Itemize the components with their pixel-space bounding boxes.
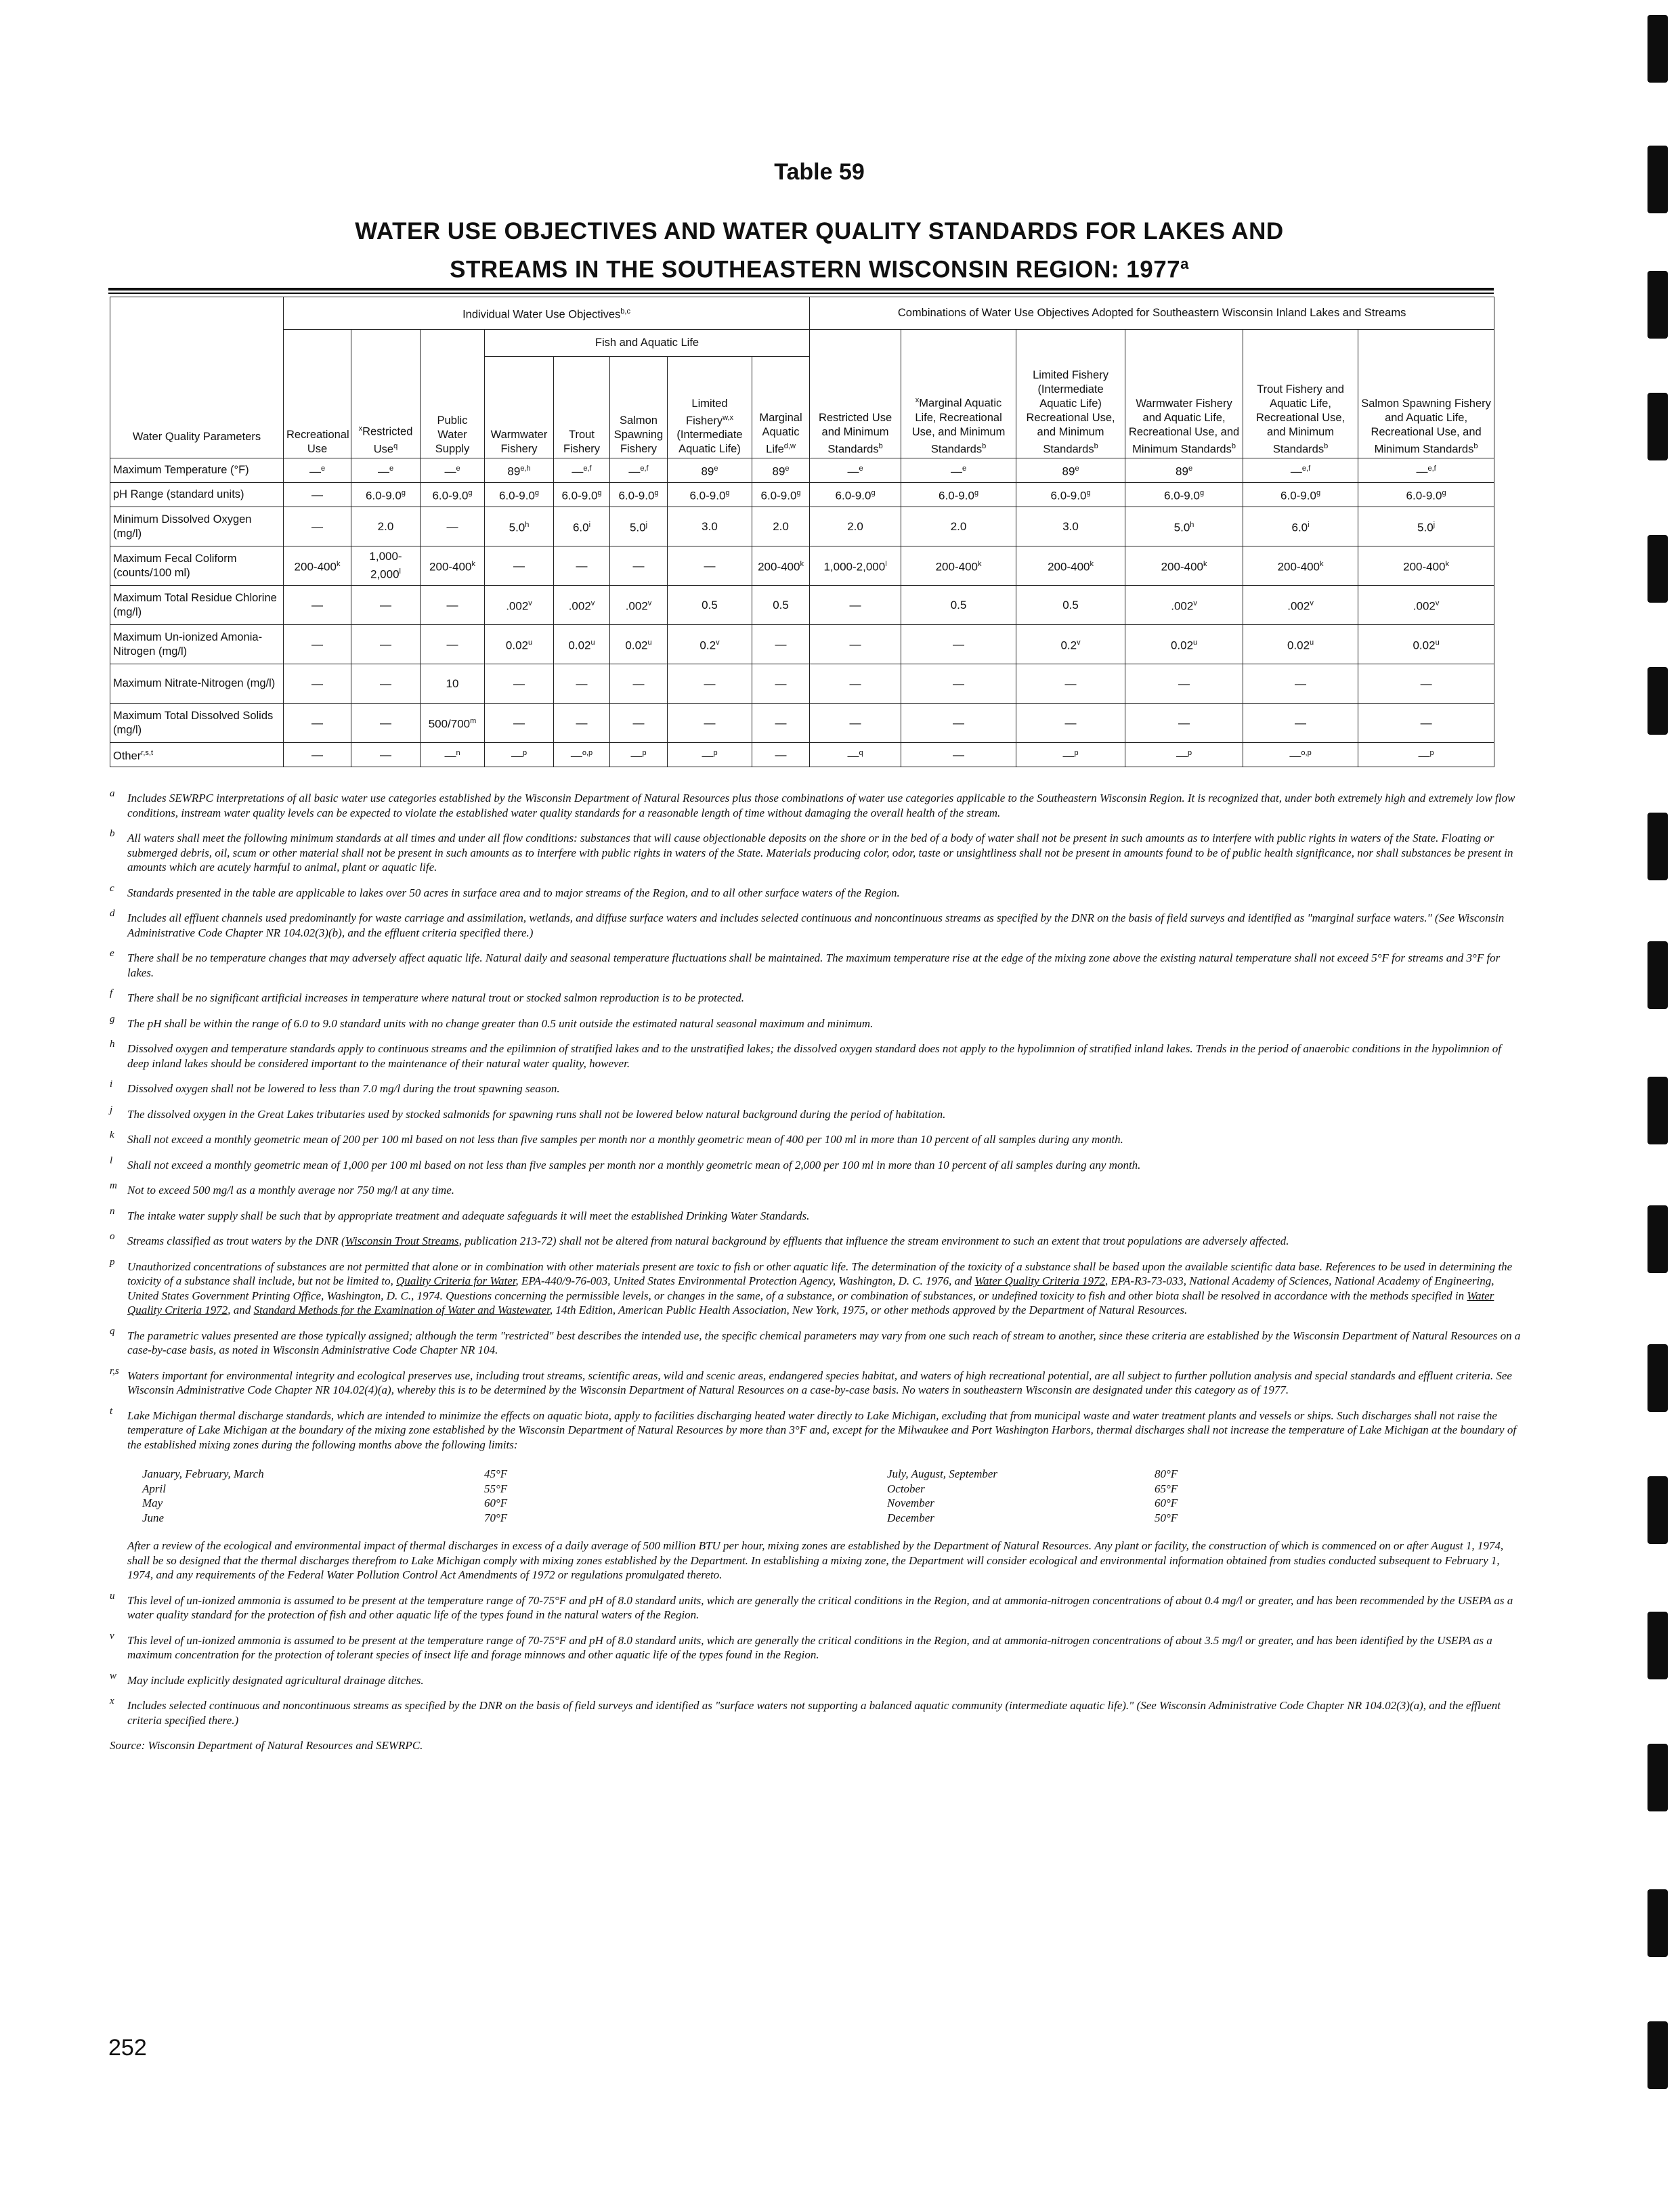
table-cell: 2.0 <box>752 507 810 546</box>
registration-mark <box>1647 1476 1668 1544</box>
table-cell: 6.0$^i$ <box>1243 507 1358 546</box>
registration-mark <box>1647 15 1668 83</box>
limit-month2: July, August, September <box>887 1467 998 1480</box>
limit-temp: 55°F <box>484 1482 508 1495</box>
row-parameter: Maximum Total Residue Chlorine (mg/l) <box>110 586 284 625</box>
table-cell: — <box>810 586 901 625</box>
registration-mark <box>1647 941 1668 1009</box>
table-cell: —$^{e,f}$ <box>1243 458 1358 483</box>
table-cell: — <box>668 704 752 743</box>
table-cell: 5.0$^j$ <box>610 507 668 546</box>
header-fish-aquatic: Fish and Aquatic Life <box>485 330 810 357</box>
table-cell: 6.0$^i$ <box>554 507 610 546</box>
title-rule <box>108 288 1494 291</box>
row-parameter: Maximum Un-ionized Amonia-Nitrogen (mg/l) <box>110 625 284 664</box>
table-cell: —$^e$ <box>421 458 485 483</box>
limit-temp2: 60°F <box>1155 1497 1178 1509</box>
water-quality-table <box>110 297 1494 767</box>
table-cell: —$^e$ <box>901 458 1016 483</box>
footnote-o: o Streams classified as trout waters by the DNR (Wisconsin Trout Streams, publication 213-72) shall not be altered from natural background by effluents that influence the stream environment to such an extent that trout populations are adversely affected. <box>110 1231 1289 1247</box>
footnote-d: d Includes all effluent channels used predominantly for waste carriage and assimilation, wetlands, and diffuse surface waters and includes selected continuous and noncontinuous streams as specified by the DNR on the basis of field surveys and identified as "marginal surface waters." (See Wisconsin Administrative Code Chapter NR 104.02(3)(b), and the effluent criteria specified there.) <box>110 908 1505 939</box>
table-cell: —$^{o,p}$ <box>1243 743 1358 767</box>
table-cell: 89e <box>1125 458 1243 483</box>
footnote-t: t Lake Michigan thermal discharge standards, which are intended to minimize the effects on aquatic biota, apply to facilities discharging heated water directly to Lake Michigan, excluding that from municipal waste and water treatment plants and vessels or ships. Such discharges shall not raise the temperature of Lake Michigan at the boundary of the mixing zone established by the Wisconsin Department of Natural Resources by more than 3°F and, except for the Milwaukee and Port Washington Harbors, thermal discharges shall not increase the temperature of Lake Michigan at the boundary of the established mixing zones during the following months above the following limits: <box>110 1405 1517 1451</box>
table-cell: —$^e$ <box>351 458 421 483</box>
limit-month2: December <box>887 1511 934 1524</box>
table-cell: —$^{e,f}$ <box>1358 458 1494 483</box>
source-note: Source: Wisconsin Department of Natural Resources and SEWRPC. <box>110 1739 423 1752</box>
table-cell: 5.0$^h$ <box>1125 507 1243 546</box>
table-cell: — <box>901 625 1016 664</box>
table-cell: 0.2$^v$ <box>668 625 752 664</box>
table-cell: 6.0-9.0$^g$ <box>752 483 810 507</box>
footnote-g: g The pH shall be within the range of 6.0 to 9.0 standard units with no change greater than 0.5 unit outside the estimated natural seasonal maximum and minimum. <box>110 1013 874 1030</box>
table-cell: 200-400$^k$ <box>1358 546 1494 586</box>
table-cell: —$^{o,p}$ <box>554 743 610 767</box>
table-cell: — <box>668 546 752 586</box>
row-parameter: Other$^{r,s,t}$ <box>110 743 284 767</box>
table-cell: 0.02$^u$ <box>1125 625 1243 664</box>
table-cell: — <box>810 704 901 743</box>
table-cell: 6.0-9.0$^g$ <box>485 483 554 507</box>
header-combinations: Combinations of Water Use Objectives Adopted for Southeastern Wisconsin Inland Lakes and Streams <box>810 297 1494 330</box>
table-cell: 0.02$^u$ <box>1243 625 1358 664</box>
registration-mark <box>1647 1612 1668 1679</box>
table-cell: 2.0 <box>810 507 901 546</box>
row-parameter: Maximum Total Dissolved Solids (mg/l) <box>110 704 284 743</box>
table-row <box>110 625 1494 664</box>
table-cell: 10 <box>421 664 485 704</box>
table-cell: 6.0-9.0$^g$ <box>668 483 752 507</box>
header-public-water: Public Water Supply <box>421 330 485 458</box>
table-cell: 200-400$^k$ <box>752 546 810 586</box>
table-cell: .002$^v$ <box>1125 586 1243 625</box>
table-cell: — <box>752 625 810 664</box>
table-cell: 89e <box>668 458 752 483</box>
table-cell: — <box>901 664 1016 704</box>
table-cell: 5.0$^j$ <box>1358 507 1494 546</box>
table-cell: — <box>485 546 554 586</box>
table-cell: 0.5 <box>668 586 752 625</box>
table-cell: 3.0 <box>668 507 752 546</box>
table-cell: 6.0-9.0$^g$ <box>1243 483 1358 507</box>
limit-temp: 70°F <box>484 1511 508 1524</box>
table-cell: 6.0-9.0$^g$ <box>810 483 901 507</box>
table-cell: — <box>1016 664 1125 704</box>
table-cell: — <box>752 743 810 767</box>
table-cell: 0.02$^u$ <box>1358 625 1494 664</box>
table-cell: — <box>1358 664 1494 704</box>
limit-month: April <box>142 1482 166 1495</box>
table-cell: 2.0 <box>901 507 1016 546</box>
table-cell: — <box>610 704 668 743</box>
table-row <box>110 546 1494 586</box>
footnote-q: q The parametric values presented are those typically assigned; although the term "restricted" best describes the intended use, the specific chemical parameters may vary from one such reach of stream to another, since these criteria are established by the Wisconsin Department of Natural Resources on a case-by-case basis, as noted in Wisconsin Administrative Code Chapter NR 104. <box>110 1325 1521 1356</box>
registration-mark <box>1647 813 1668 880</box>
registration-marks <box>1645 0 1668 2192</box>
table-cell: 0.5 <box>901 586 1016 625</box>
table-cell: — <box>485 664 554 704</box>
table-cell: — <box>351 625 421 664</box>
footnote-e: e There shall be no temperature changes that may adversely affect aquatic life. Natural daily and seasonal temperature fluctuations shall be maintained. The maximum temperature rise at the edge of the mixing zone above the existing natural temperature shall not exceed 5°F for streams and 3°F for lakes. <box>110 948 1501 979</box>
table-cell: 6.0-9.0$^g$ <box>1358 483 1494 507</box>
title-line-1: WATER USE OBJECTIVES AND WATER QUALITY STANDARDS FOR LAKES AND <box>355 218 1284 244</box>
row-parameter: Maximum Nitrate-Nitrogen (mg/l) <box>110 664 284 704</box>
table-cell: — <box>1243 664 1358 704</box>
table-cell: — <box>485 704 554 743</box>
table-cell: —$^p$ <box>1016 743 1125 767</box>
temperature-limits-table <box>142 1467 1522 1525</box>
registration-mark <box>1647 667 1668 735</box>
table-cell: 1,000-2,000$^l$ <box>351 546 421 586</box>
table-cell: 6.0-9.0$^g$ <box>610 483 668 507</box>
registration-mark <box>1647 1889 1668 1957</box>
table-cell: 6.0-9.0$^g$ <box>901 483 1016 507</box>
table-cell: — <box>810 625 901 664</box>
table-cell: — <box>284 507 351 546</box>
row-parameter: pH Range (standard units) <box>110 483 284 507</box>
table-cell: 6.0-9.0$^g$ <box>351 483 421 507</box>
footnote-l: l Shall not exceed a monthly geometric mean of 1,000 per 100 ml based on not less than five samples per month nor a monthly geometric mean of 2,000 per 100 ml in more than 10 percent of all samples during any month. <box>110 1155 1141 1172</box>
table-cell: — <box>752 704 810 743</box>
footnote-j: j The dissolved oxygen in the Great Lakes tributaries used by stocked salmonids for spawning runs shall not be lowered below natural background during the period of habitation. <box>110 1104 946 1121</box>
limit-temp: 45°F <box>484 1467 508 1480</box>
header-combo-3: Limited Fishery (Intermediate Aquatic Life) Recreational Use, and Minimum Standards$^b$ <box>1016 330 1125 458</box>
limit-month2: November <box>887 1497 934 1509</box>
table-cell: 200-400$^k$ <box>284 546 351 586</box>
header-combo-5: Trout Fishery and Aquatic Life, Recreational Use, and Minimum Standards$^b$ <box>1243 330 1358 458</box>
footnote-a: a Includes SEWRPC interpretations of all basic water use categories established by the Wisconsin Department of Natural Resources plus those combinations of water use categories applicable to the Southeastern Wisconsin Region. It is recognized that, under both extremely high and extremely low flow conditions, instream water quality levels can be expected to violate the established water quality standards for a reasonable length of time without damaging the overall health of the stream. <box>110 788 1515 819</box>
table-cell: — <box>901 704 1016 743</box>
table-cell: — <box>554 664 610 704</box>
header-limited: Limited Fishery$^{w,x}$ (Intermediate Aquatic Life) <box>668 357 752 458</box>
registration-mark <box>1647 271 1668 339</box>
footnotes <box>110 788 1522 1753</box>
table-row <box>110 743 1494 767</box>
header-combo-6: Salmon Spawning Fishery and Aquatic Life, Recreational Use, and Minimum Standards$^b$ <box>1358 330 1494 458</box>
table-cell: 200-400$^k$ <box>901 546 1016 586</box>
table-cell: 500/700$^m$ <box>421 704 485 743</box>
title-line-2: STREAMS IN THE SOUTHEASTERN WISCONSIN REGION: 1977$^a$ <box>450 255 1189 283</box>
table-cell: —$^p$ <box>1125 743 1243 767</box>
table-cell: — <box>610 664 668 704</box>
table-cell: — <box>351 743 421 767</box>
table-cell: — <box>752 664 810 704</box>
limit-temp2: 80°F <box>1155 1467 1178 1480</box>
table-row <box>110 483 1494 507</box>
table-cell: 6.0-9.0$^g$ <box>1125 483 1243 507</box>
registration-mark <box>1647 1744 1668 1811</box>
table-cell: — <box>1125 704 1243 743</box>
table-cell: —$^p$ <box>668 743 752 767</box>
table-cell: — <box>284 586 351 625</box>
footnote-u: u This level of un-ionized ammonia is assumed to be present at the temperature range of 70-75°F and pH of 8.0 standard units, which are generally the critical conditions in the Region, and at ammonia-nitrogen concentrations of about 0.4 mg/l or greater, and has been recommended by the USEPA as a water quality standard for the protection of fish and other aquatic life of the types found in the natural waters of the Region. <box>110 1590 1513 1621</box>
footnote-n: n The intake water supply shall be such that by appropriate treatment and adequate safeguards it will meet the established Drinking Water Standards. <box>110 1205 810 1222</box>
footnote-rs: r,s Waters important for environmental integrity and ecological preserves use, including trout streams, scientific areas, wild and scenic areas, endangered species habitat, and waters of high recreational potential, are all subject to further pollution analysis and special standards and effluent criteria. See Wisconsin Administrative Code Chapter NR 104.02(4)(a), whereby this is to be determined by the Wisconsin Department of Natural Resources on a case-by-case basis. No waters in southeastern Wisconsin are designated under this category as of 1977. <box>110 1365 1512 1396</box>
table-cell: — <box>421 507 485 546</box>
table-cell: —$^e$ <box>284 458 351 483</box>
row-parameter: Maximum Fecal Coliform (counts/100 ml) <box>110 546 284 586</box>
table-cell: .002$^v$ <box>1358 586 1494 625</box>
table-cell: — <box>1243 704 1358 743</box>
table-cell: .002$^v$ <box>485 586 554 625</box>
table-cell: — <box>1125 664 1243 704</box>
table-cell: 89$^{e,h}$ <box>485 458 554 483</box>
header-param: Water Quality Parameters <box>110 297 284 458</box>
title-rule-thin <box>108 293 1494 294</box>
table-cell: 89e <box>752 458 810 483</box>
footnote-i: i Dissolved oxygen shall not be lowered to less than 7.0 mg/l during the trout spawning season. <box>110 1079 560 1095</box>
table-cell: — <box>284 743 351 767</box>
table-cell: 0.02$^u$ <box>554 625 610 664</box>
footnote-h: h Dissolved oxygen and temperature standards apply to continuous streams and the epilimnion of stratified lakes and to the unstratified lakes; the dissolved oxygen standard does not apply to the hypolimnion of stratified inland lakes. Trends in the period of anaerobic conditions in the hypolimnion of deep inland lakes should be considered important to the maintenance of their natural water quality, however. <box>110 1039 1501 1070</box>
table-cell: 200-400$^k$ <box>421 546 485 586</box>
footnote-p: p Unauthorized concentrations of substances are not permitted that alone or in combination with other materials present are toxic to fish or other aquatic life. The determination of the toxicity of a substance shall be based upon the available scientific data base. References to be used in determining the toxicity of a substance shall include, but not be limited to, Quality Criteria for Water, EPA-440/9-76-003, United States Environmental Protection Agency, Washington, D. C. 1976, and Water Quality Criteria 1972, EPA-R3-73-033, National Academy of Sciences, National Academy of Engineering, United States Government Printing Office, Washington, D. C., 1974. Questions concerning the permissible levels, or changes in the same, of a substance, or combination of substances, or undefined toxicity to fish and other biota shall be resolved in accordance with the methods specified in Water Quality Criteria 1972, and Standard Methods for the Examination of Water and Wastewater, 14th Edition, American Public Health Association, New York, 1975, or other methods approved by the Department of Natural Resources. <box>110 1256 1513 1316</box>
table-cell: — <box>901 743 1016 767</box>
header-individual: Individual Water Use Objectives$^{b,c}$ <box>284 297 810 330</box>
registration-mark <box>1647 1205 1668 1273</box>
footnote-t-continued: After a review of the ecological and environmental impact of thermal discharges in excess of a daily average of 500 million BTU per hour, mixing zones are established by the Department of Natural Resources. Any plant or facility, the construction of which is commenced on or after August 1, 1974, shall be so designed that the thermal discharges therefrom to Lake Michigan comply with mixing zones established by the Department. In establishing a mixing zone, the Department will consider ecological and environmental information obtained from studies conducted subsequent to February 1, 1974, and any requirements of the Federal Water Pollution Control Act Amendments of 1972 or regulations promulgated thereto. <box>127 1539 1504 1581</box>
table-cell: 0.02$^u$ <box>485 625 554 664</box>
table-title <box>108 215 1530 286</box>
footnote-v: v This level of un-ionized ammonia is assumed to be present at the temperature range of 70-75°F and pH of 8.0 standard units, which are generally the critical conditions in the Region, and at ammonia-nitrogen concentrations of about 3.5 mg/l or greater, and has been identified by the USEPA as a maximum concentration for the protection of tolerant species of insect life and forage minnows and other aquatic life of the types found in the Region. <box>110 1630 1492 1661</box>
table-cell: 2.0 <box>351 507 421 546</box>
table-cell: 0.5 <box>752 586 810 625</box>
table-cell: —$^{e,f}$ <box>610 458 668 483</box>
header-restricted: $^x$Restricted Use$^q$ <box>351 330 421 458</box>
limit-month: June <box>142 1511 165 1524</box>
table-cell: — <box>1358 704 1494 743</box>
header-combo-4: Warmwater Fishery and Aquatic Life, Recreational Use, and Minimum Standards$^b$ <box>1125 330 1243 458</box>
table-cell: — <box>351 586 421 625</box>
table-cell: — <box>351 704 421 743</box>
footnote-m: m Not to exceed 500 mg/l as a monthly average nor 750 mg/l at any time. <box>110 1180 454 1197</box>
table-cell: — <box>284 704 351 743</box>
limit-month2: October <box>887 1482 925 1495</box>
table-cell: 6.0-9.0$^g$ <box>1016 483 1125 507</box>
limit-temp2: 50°F <box>1155 1511 1178 1524</box>
table-cell: 6.0-9.0$^g$ <box>554 483 610 507</box>
footnote-x: x Includes selected continuous and noncontinuous streams as specified by the DNR on the basis of field surveys and identified as "surface waters not supporting a balanced aquatic community (intermediate aquatic life)." (See Wisconsin Administrative Code Chapter NR 104.02(3)(a), and the effluent criteria specified there.) <box>110 1696 1501 1727</box>
table-cell: — <box>668 664 752 704</box>
limit-temp: 60°F <box>484 1497 508 1509</box>
table-cell: 89e <box>1016 458 1125 483</box>
row-parameter: Maximum Temperature (°F) <box>110 458 284 483</box>
header-combo-1: Restricted Use and Minimum Standards$^b$ <box>810 330 901 458</box>
table-cell: — <box>284 664 351 704</box>
table-cell: — <box>284 483 351 507</box>
limit-temp2: 65°F <box>1155 1482 1178 1495</box>
table-row <box>110 704 1494 743</box>
footnote-f: f There shall be no significant artificial increases in temperature where natural trout or stocked salmon reproduction is to be protected. <box>110 988 744 1004</box>
table-cell: —$^q$ <box>810 743 901 767</box>
table-number: Table 59 <box>774 159 865 185</box>
table-body <box>110 458 1494 767</box>
table-cell: — <box>421 586 485 625</box>
registration-mark <box>1647 146 1668 213</box>
table-cell: 200-400$^k$ <box>1243 546 1358 586</box>
table-cell: .002$^v$ <box>610 586 668 625</box>
registration-mark <box>1647 1344 1668 1412</box>
table-cell: 0.5 <box>1016 586 1125 625</box>
limit-month: January, February, March <box>142 1467 264 1480</box>
table-cell: — <box>421 625 485 664</box>
table-cell: — <box>1016 704 1125 743</box>
header-marginal: Marginal Aquatic Life$^{d,w}$ <box>752 357 810 458</box>
registration-mark <box>1647 535 1668 603</box>
page-number: 252 <box>108 2035 147 2061</box>
table-row <box>110 664 1494 704</box>
table-cell: 200-400$^k$ <box>1016 546 1125 586</box>
registration-mark <box>1647 393 1668 460</box>
footnote-c: c Standards presented in the table are applicable to lakes over 50 acres in surface area and to major streams of the Region, and to all other surface waters of the Region. <box>110 882 900 899</box>
header-warmwater: Warmwater Fishery <box>485 357 554 458</box>
registration-mark <box>1647 1077 1668 1144</box>
registration-mark <box>1647 2021 1668 2089</box>
table-cell: 6.0-9.0$^g$ <box>421 483 485 507</box>
header-combo-2: $^x$Marginal Aquatic Life, Recreational Use, and Minimum Standards$^b$ <box>901 330 1016 458</box>
table-cell: 5.0$^h$ <box>485 507 554 546</box>
table-cell: — <box>810 664 901 704</box>
table-row <box>110 586 1494 625</box>
table-cell: .002$^v$ <box>1243 586 1358 625</box>
header-trout: Trout Fishery <box>554 357 610 458</box>
table-cell: .002$^v$ <box>554 586 610 625</box>
table-cell: 1,000-2,000$^l$ <box>810 546 901 586</box>
table-cell: —$^n$ <box>421 743 485 767</box>
table-cell: 3.0 <box>1016 507 1125 546</box>
table-cell: — <box>554 704 610 743</box>
table-cell: —$^p$ <box>610 743 668 767</box>
table-row <box>110 507 1494 546</box>
footnote-w: w May include explicitly designated agricultural drainage ditches. <box>110 1670 424 1687</box>
table-cell: — <box>554 546 610 586</box>
footnote-k: k Shall not exceed a monthly geometric mean of 200 per 100 ml based on not less than five samples per month nor a monthly geometric mean of 400 per 100 ml in more than 10 percent of all samples during any month. <box>110 1130 1123 1146</box>
limit-month: May <box>142 1497 163 1509</box>
table-cell: —$^p$ <box>1358 743 1494 767</box>
row-parameter: Minimum Dissolved Oxygen (mg/l) <box>110 507 284 546</box>
header-recreational: Recreational Use <box>284 330 351 458</box>
table-cell: — <box>351 664 421 704</box>
table-cell: 0.02$^u$ <box>610 625 668 664</box>
table-row <box>110 458 1494 483</box>
footnote-b: b All waters shall meet the following minimum standards at all times and under all flow conditions: substances that will cause objectionable deposits on the shore or in the bed of a body of water shall not be present in such amounts as to interfere with public rights in waters of the State. Floating or submerged debris, oil, scum or other material shall not be present in such amounts as to interfere with public rights in waters of the State. Materials producing color, odor, taste or unsightliness shall not be present in amounts found to be of public health significance, nor shall substances be present in amounts which are acutely harmful to animal, plant or aquatic life. <box>110 828 1513 874</box>
table-cell: 0.2$^v$ <box>1016 625 1125 664</box>
table-cell: 200-400$^k$ <box>1125 546 1243 586</box>
table-cell: — <box>284 625 351 664</box>
table-cell: —$^p$ <box>485 743 554 767</box>
table-cell: —$^e$ <box>810 458 901 483</box>
header-salmon: Salmon Spawning Fishery <box>610 357 668 458</box>
table-cell: — <box>610 546 668 586</box>
table-cell: —$^{e,f}$ <box>554 458 610 483</box>
